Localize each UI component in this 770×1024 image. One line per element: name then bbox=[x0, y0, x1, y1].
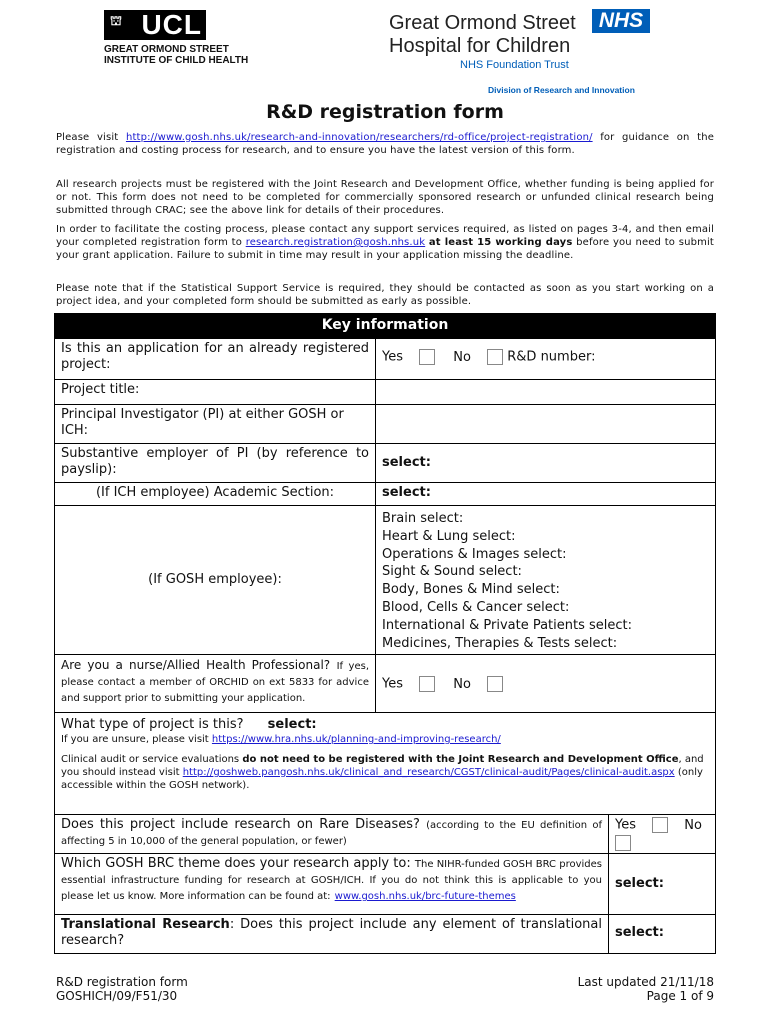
project-type-select[interactable]: select: bbox=[267, 717, 317, 732]
registered-answer bbox=[375, 338, 716, 380]
audit-text-bold: do not need to be registered with the Joint Research and Development Office bbox=[242, 754, 679, 765]
footer-form-name: R&D registration form bbox=[56, 975, 188, 989]
theme-operations-images-select[interactable]: Operations & Images select: bbox=[382, 546, 567, 562]
intro-p3-deadline: at least 15 working days bbox=[428, 237, 573, 248]
hospital-line-1: Great Ormond Street bbox=[389, 12, 576, 34]
translational-question: : Does this project include any element of translational research? bbox=[61, 917, 602, 948]
registered-yes-checkbox[interactable] bbox=[419, 349, 435, 365]
brc-question: Which GOSH BRC theme does your research apply to: bbox=[61, 856, 411, 871]
nurse-question-cell bbox=[54, 654, 376, 713]
audit-text-b: , and you should instead visit bbox=[61, 754, 704, 778]
hospital-name bbox=[389, 12, 576, 58]
rare-no-checkbox[interactable] bbox=[615, 835, 631, 851]
intro-p3-text-a: In order to facilitate the costing process, please contact any support services required, as listed on pages 3-4, and then email your completed registration form to bbox=[56, 224, 714, 248]
project-title-field[interactable] bbox=[375, 379, 716, 405]
key-information-heading: Key information bbox=[54, 313, 716, 338]
translational-select[interactable]: select: bbox=[608, 914, 716, 954]
rd-number-label: R&D number: bbox=[507, 349, 596, 365]
project-type-question: What type of project is this? bbox=[61, 717, 244, 732]
ich-section-select[interactable]: select: bbox=[375, 482, 716, 506]
audit-text-c: (only accessible within the GOSH network). bbox=[61, 767, 703, 791]
registered-no-label: No bbox=[453, 349, 471, 365]
audit-text-a: Clinical audit or service evaluations bbox=[61, 754, 240, 765]
ich-section-label: (If ICH employee) Academic Section: bbox=[54, 482, 376, 506]
theme-medicines-therapies-select[interactable]: Medicines, Therapies & Tests select: bbox=[382, 635, 618, 651]
pi-label: Principal Investigator (PI) at either GOSH or ICH: bbox=[54, 404, 376, 444]
nurse-no-checkbox[interactable] bbox=[487, 676, 503, 692]
ucl-crest-icon: ⛫ bbox=[110, 13, 123, 28]
nurse-yes-checkbox[interactable] bbox=[419, 676, 435, 692]
theme-international-private-select[interactable]: International & Private Patients select: bbox=[382, 617, 633, 633]
intro-paragraph-3 bbox=[56, 223, 714, 262]
employer-select[interactable]: select: bbox=[375, 443, 716, 483]
gosh-employee-label: (If GOSH employee): bbox=[54, 505, 376, 655]
rare-disease-answer bbox=[608, 814, 716, 854]
ucl-logo-text: UCL bbox=[141, 9, 202, 40]
hra-link[interactable]: https://www.hra.nhs.uk/planning-and-improving-research/ bbox=[211, 734, 501, 745]
nurse-note: If yes, please contact a member of ORCHID on ext 5833 for advice and support prior to submitting your application. bbox=[61, 661, 369, 704]
project-title-label: Project title: bbox=[54, 379, 376, 405]
intro-p3-text-b: before you need to submit your grant application. Failure to submit in time may result in your application missing the deadline. bbox=[56, 237, 714, 261]
project-type-cell bbox=[54, 712, 716, 815]
intro-paragraph-1 bbox=[56, 131, 714, 157]
registered-yes-label: Yes bbox=[382, 349, 403, 365]
nurse-no-label: No bbox=[453, 676, 471, 692]
footer-page-number: Page 1 of 9 bbox=[646, 989, 714, 1003]
rare-disease-question: Does this project include research on Rare Diseases? bbox=[61, 817, 420, 832]
division-name: Division of Research and Innovation bbox=[488, 85, 635, 95]
trust-name: NHS Foundation Trust bbox=[460, 59, 569, 71]
footer-form-code: GOSHICH/09/F51/30 bbox=[56, 989, 178, 1003]
registered-question: Is this an application for an already registered project: bbox=[54, 338, 376, 380]
brc-note: The NIHR-funded GOSH BRC provides essential infrastructure funding for research at GOSH/ICH. If you do not think this is applicable to you please let us know. More information can be found at: bbox=[61, 859, 602, 902]
intro-paragraph-2: All research projects must be registered with the Joint Research and Development Office, whether funding is being applied for or not. This form does not need to be completed for commercially sponsored research or unfunded clinical research being submitted through CRAC; see the above link for details of their procedures. bbox=[56, 179, 714, 216]
registration-guidance-link[interactable]: http://www.gosh.nhs.uk/research-and-innovation/researchers/rd-office/project-registration/ bbox=[125, 132, 593, 143]
nhs-logo: NHS bbox=[592, 9, 650, 33]
unsure-text: If you are unsure, please visit bbox=[61, 734, 209, 745]
gosh-theme-list bbox=[375, 505, 716, 655]
institute-name bbox=[104, 44, 248, 66]
translational-label: Translational Research bbox=[61, 917, 230, 932]
intro-p1-text-a: Please visit bbox=[56, 132, 119, 143]
registered-no-checkbox[interactable] bbox=[487, 349, 503, 365]
unsure-line bbox=[61, 733, 709, 746]
footer-right bbox=[578, 975, 714, 1003]
ucl-logo bbox=[104, 10, 206, 40]
employer-label: Substantive employer of PI (by reference to payslip): bbox=[54, 443, 376, 483]
nurse-yes-label: Yes bbox=[382, 676, 403, 692]
theme-sight-sound-select[interactable]: Sight & Sound select: bbox=[382, 564, 522, 580]
theme-blood-cells-cancer-select[interactable]: Blood, Cells & Cancer select: bbox=[382, 599, 570, 615]
theme-body-bones-mind-select[interactable]: Body, Bones & Mind select: bbox=[382, 582, 560, 598]
nurse-answer bbox=[375, 654, 716, 713]
rare-disease-note: (according to the EU definition of affecting 5 in 10,000 of the general population, or fewer) bbox=[61, 820, 602, 847]
brc-themes-link[interactable]: www.gosh.nhs.uk/brc-future-themes bbox=[334, 891, 516, 902]
registration-email-link[interactable]: research.registration@gosh.nhs.uk bbox=[245, 237, 426, 248]
audit-note bbox=[61, 753, 709, 792]
intro-p1-text-b: for guidance on the registration and costing process for research, and to ensure you have the latest version of this form. bbox=[56, 132, 714, 156]
nurse-question: Are you a nurse/Allied Health Professional? bbox=[61, 658, 331, 672]
pi-field[interactable] bbox=[375, 404, 716, 444]
footer-left bbox=[56, 975, 188, 1003]
institute-line-1: GREAT ORMOND STREET bbox=[104, 44, 229, 55]
institute-line-2: INSTITUTE OF CHILD HEALTH bbox=[104, 55, 249, 66]
theme-brain-select[interactable]: Brain select: bbox=[382, 511, 464, 526]
rare-no-label: No bbox=[684, 817, 702, 833]
project-type-row bbox=[61, 717, 709, 733]
clinical-audit-link[interactable]: http://goshweb.pangosh.nhs.uk/clinical_and_research/CGST/clinical-audit/Pages/clinical-audit.aspx bbox=[182, 767, 675, 778]
page-title: R&D registration form bbox=[266, 101, 504, 123]
rare-yes-checkbox[interactable] bbox=[652, 817, 668, 833]
theme-heart-lung-select[interactable]: Heart & Lung select: bbox=[382, 528, 516, 544]
translational-cell bbox=[54, 914, 609, 954]
brc-theme-cell bbox=[54, 853, 609, 915]
rare-disease-cell bbox=[54, 814, 609, 854]
footer-last-updated: Last updated 21/11/18 bbox=[577, 975, 714, 989]
brc-theme-select[interactable]: select: bbox=[608, 853, 716, 915]
rare-yes-label: Yes bbox=[615, 817, 636, 833]
hospital-line-2: Hospital for Children bbox=[389, 35, 571, 57]
intro-paragraph-4: Please note that if the Statistical Support Service is required, they should be contacted as soon as you start working on a project idea, and your completed form should be submitted as early as possible. bbox=[56, 283, 714, 307]
